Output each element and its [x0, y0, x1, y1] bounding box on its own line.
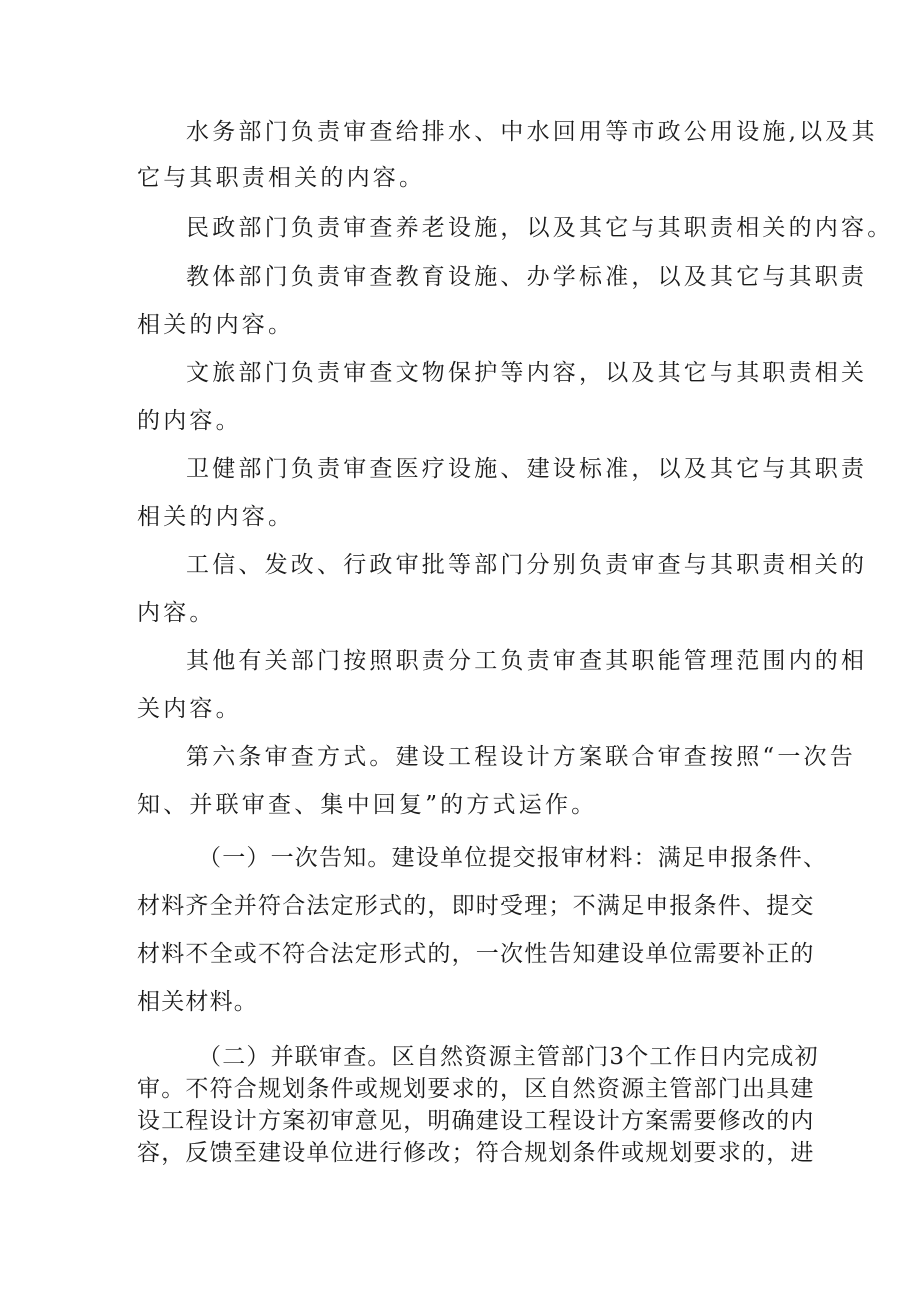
paragraph-line: 相关的内容。	[137, 312, 295, 338]
paragraph-line: 审。不符合规划条件或规划要求的，区自然资源主管部门出具建	[137, 1076, 815, 1102]
paragraph-line: 内容。	[137, 600, 216, 626]
paragraph-line: 第六条审查方式。建设工程设计方案联合审查按照“一次告	[186, 744, 856, 770]
paragraph-line: 其他有关部门按照职责分工负责审查其职能管理范围内的相	[186, 648, 868, 674]
paragraph-line: 民政部门负责审查养老设施，以及其它与其职责相关的内容。	[186, 215, 894, 241]
paragraph-line: 水务部门负责审查给排水、中水回用等市政公用设施,以及其	[186, 119, 878, 145]
paragraph-line: 文旅部门负责审查文物保护等内容，以及其它与其职责相关	[186, 360, 868, 386]
paragraph-line: 的内容。	[137, 408, 242, 434]
paragraph-line: （一）一次告知。建设单位提交报审材料：满足申报条件、	[198, 845, 828, 871]
paragraph-line: 材料齐全并符合法定形式的，即时受理；不满足申报条件、提交	[137, 893, 815, 919]
paragraph-line: 设工程设计方案初审意见，明确建设工程设计方案需要修改的内	[137, 1108, 815, 1134]
paragraph-line: 相关材料。	[137, 989, 258, 1015]
paragraph-line: 知、并联审查、集中回复”的方式运作。	[137, 792, 598, 818]
paragraph-line: （二）并联审查。区自然资源主管部门3个工作日内完成初	[198, 1044, 819, 1070]
paragraph-line: 教体部门负责审查教育设施、办学标准，以及其它与其职责	[186, 264, 868, 290]
paragraph-line: 工信、发改、行政审批等部门分别负责审查与其职责相关的	[186, 552, 868, 578]
paragraph-line: 容，反馈至建设单位进行修改；符合规划条件或规划要求的，进	[137, 1140, 815, 1166]
paragraph-line: 相关的内容。	[137, 504, 295, 530]
paragraph-line: 卫健部门负责审查医疗设施、建设标准，以及其它与其职责	[186, 456, 868, 482]
paragraph-line: 材料不全或不符合法定形式的，一次性告知建设单位需要补正的	[137, 941, 815, 967]
paragraph-line: 关内容。	[137, 696, 242, 722]
paragraph-line: 它与其职责相关的内容。	[137, 165, 426, 191]
